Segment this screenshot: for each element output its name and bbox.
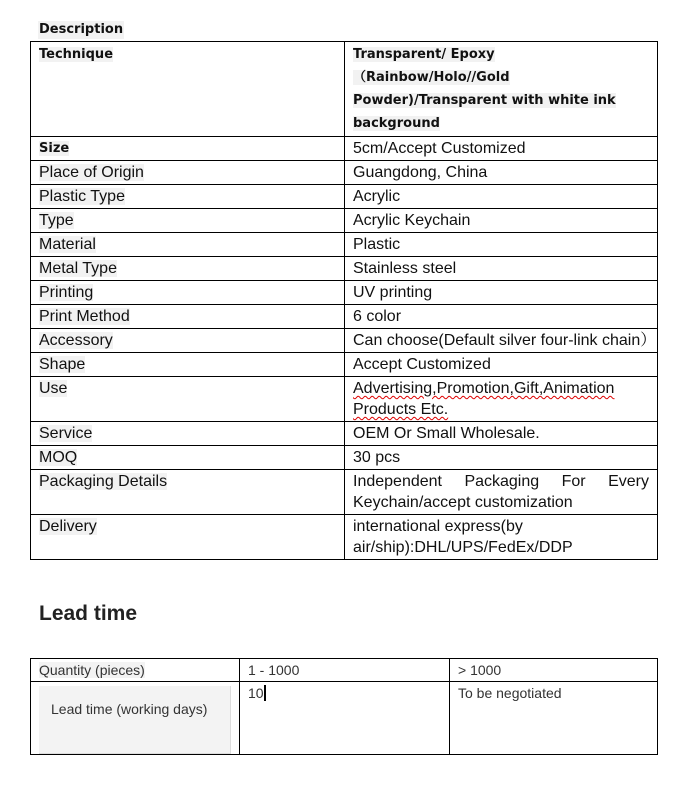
lead-time-heading: Lead time xyxy=(39,602,138,625)
header-cell-quantity[interactable]: Quantity (pieces) xyxy=(31,659,240,682)
text-cursor xyxy=(264,685,266,701)
table-row xyxy=(31,137,658,161)
spec-key[interactable]: Packaging Details xyxy=(31,470,345,515)
table-row xyxy=(31,682,658,755)
spec-key[interactable]: Material xyxy=(31,233,345,257)
table-row xyxy=(31,446,658,470)
spec-value[interactable]: Plastic xyxy=(345,233,658,257)
spec-value[interactable]: Accept Customized xyxy=(345,353,658,377)
header-cell-range-1[interactable]: 1 - 1000 xyxy=(240,659,450,682)
header-cell-range-2[interactable]: > 1000 xyxy=(450,659,658,682)
spec-key[interactable]: Place of Origin xyxy=(31,161,345,185)
spec-value[interactable]: Guangdong, China xyxy=(345,161,658,185)
table-header-row xyxy=(31,659,658,682)
spec-key[interactable]: Shape xyxy=(31,353,345,377)
lead-time-value-editing[interactable]: 10 xyxy=(240,682,450,755)
spec-value[interactable]: Acrylic xyxy=(345,185,658,209)
table-row xyxy=(31,233,658,257)
spec-key[interactable]: Technique xyxy=(31,42,345,137)
spec-value[interactable] xyxy=(345,377,658,422)
spec-value[interactable]: 30 pcs xyxy=(345,446,658,470)
spec-value[interactable]: 6 color xyxy=(345,305,658,329)
table-row xyxy=(31,470,658,515)
spec-key[interactable]: Delivery xyxy=(31,515,345,560)
spec-value[interactable]: Transparent/ Epoxy（Rainbow/Holo//Gold Powder)/Transparent with white ink background xyxy=(345,42,658,137)
lead-time-value-negotiated[interactable]: To be negotiated xyxy=(450,682,658,755)
table-row xyxy=(31,281,658,305)
spec-key[interactable]: Print Method xyxy=(31,305,345,329)
table-row xyxy=(31,353,658,377)
table-row xyxy=(31,257,658,281)
table-row xyxy=(31,377,658,422)
description-table xyxy=(30,41,658,560)
spellcheck-flagged-text: Advertising,Promotion,Gift,Animation Products Etc. xyxy=(353,380,615,418)
spec-key[interactable]: Metal Type xyxy=(31,257,345,281)
spec-value[interactable]: Stainless steel xyxy=(345,257,658,281)
spec-key[interactable]: Type xyxy=(31,209,345,233)
spec-value[interactable]: UV printing xyxy=(345,281,658,305)
lead-time-table xyxy=(30,658,658,755)
spec-value[interactable]: Independent Packaging For Every Keychain/accept customization xyxy=(345,470,658,515)
spec-key[interactable]: MOQ xyxy=(31,446,345,470)
spec-key[interactable]: Accessory xyxy=(31,329,345,353)
table-row xyxy=(31,422,658,446)
table-row xyxy=(31,42,658,137)
description-heading: Description xyxy=(39,22,124,37)
table-row xyxy=(31,161,658,185)
table-row xyxy=(31,329,658,353)
spec-key[interactable]: Plastic Type xyxy=(31,185,345,209)
spec-value[interactable]: international express(by air/ship):DHL/UPS/FedEx/DDP xyxy=(345,515,658,560)
row-header-lead-time[interactable]: Lead time (working days) xyxy=(31,682,240,755)
spec-key[interactable]: Printing xyxy=(31,281,345,305)
spec-key[interactable]: Service xyxy=(31,422,345,446)
spec-value[interactable]: 5cm/Accept Customized xyxy=(345,137,658,161)
spec-key[interactable]: Size xyxy=(31,137,345,161)
table-row xyxy=(31,185,658,209)
table-row xyxy=(31,305,658,329)
table-row xyxy=(31,209,658,233)
spec-value[interactable]: Can choose(Default silver four-link chain） xyxy=(345,329,658,353)
table-row xyxy=(31,515,658,560)
spec-value[interactable]: OEM Or Small Wholesale. xyxy=(345,422,658,446)
spec-value[interactable]: Acrylic Keychain xyxy=(345,209,658,233)
spec-key[interactable]: Use xyxy=(31,377,345,422)
